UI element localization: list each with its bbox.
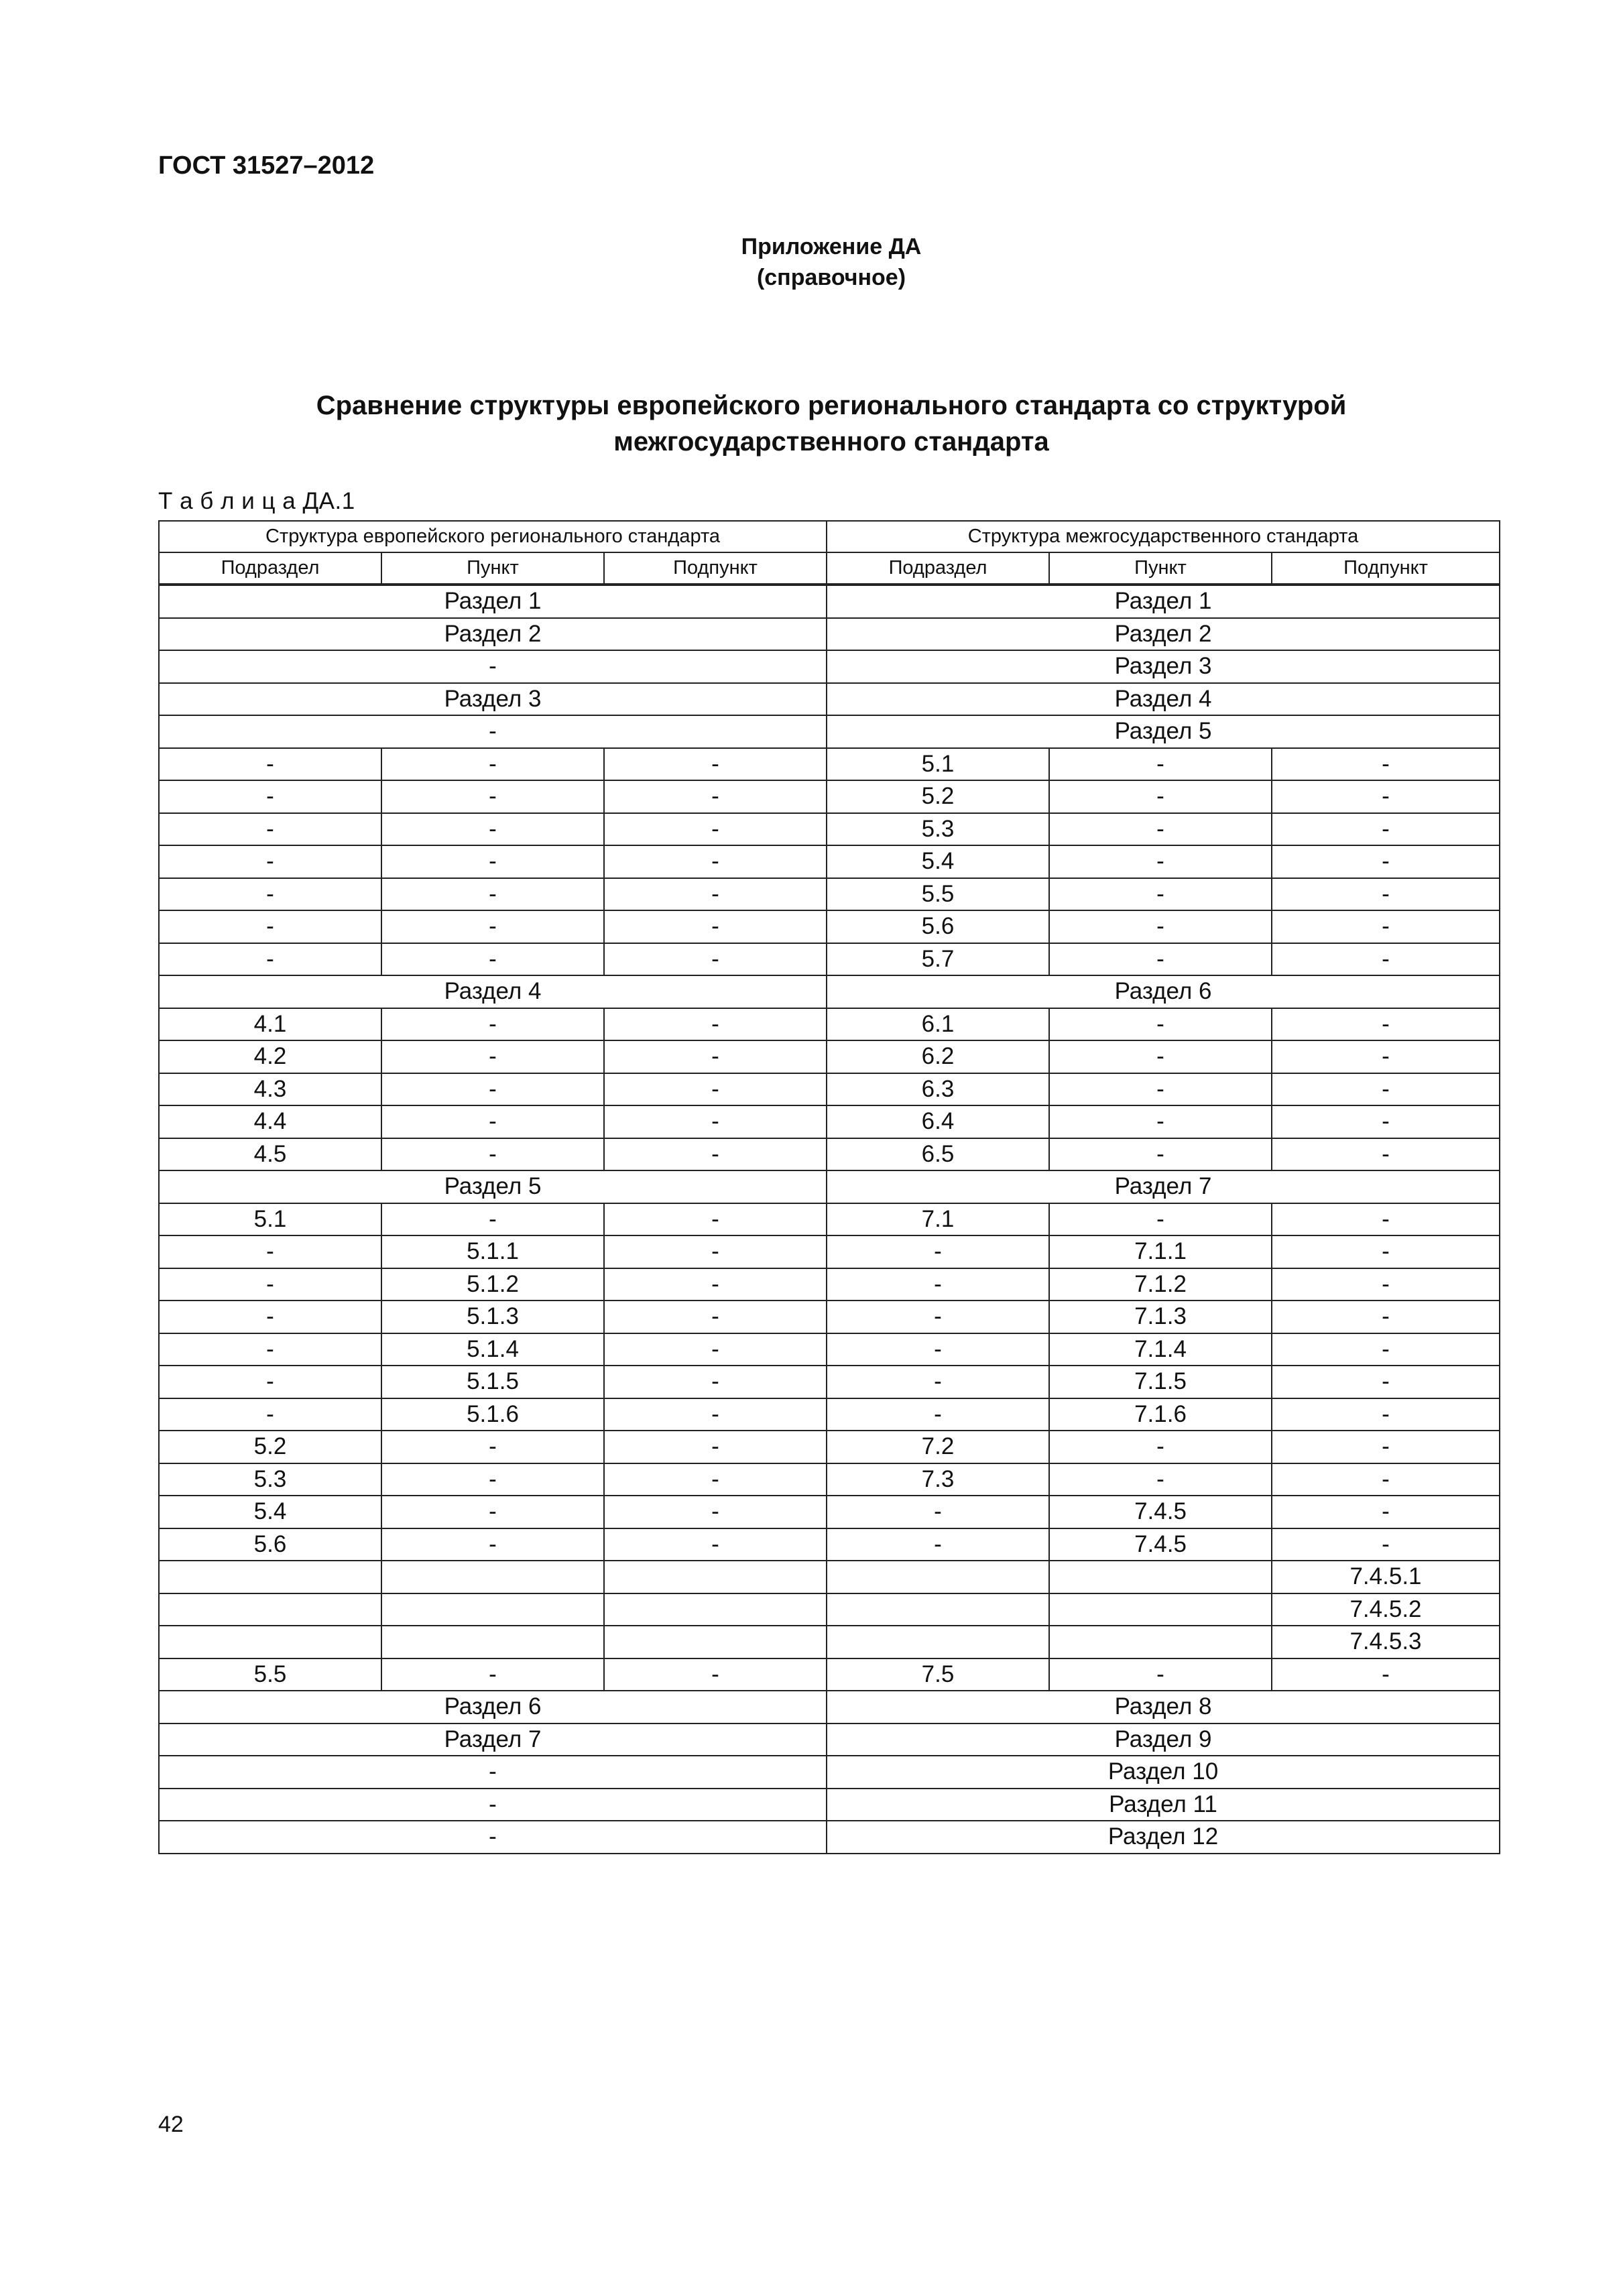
table-cell: - — [381, 780, 604, 813]
table-cell: - — [1049, 845, 1272, 878]
table-cell: - — [604, 1040, 827, 1073]
table-cell — [159, 1561, 381, 1593]
table-cell: - — [604, 1301, 827, 1333]
table-cell: 7.5 — [827, 1658, 1049, 1691]
table-cell: - — [1272, 748, 1500, 781]
table-cell: 7.1 — [827, 1203, 1049, 1236]
table-row — [159, 1561, 1500, 1593]
table-cell: - — [1272, 845, 1500, 878]
table-cell: - — [1049, 1138, 1272, 1171]
table-row — [159, 1366, 1500, 1398]
table-cell: - — [1272, 1463, 1500, 1496]
table-cell: 5.4 — [159, 1496, 381, 1528]
table-cell: 6.1 — [827, 1008, 1049, 1041]
table-cell: - — [159, 878, 381, 911]
section-cell-interstate: Раздел 10 — [827, 1756, 1500, 1789]
table-cell: - — [1272, 1008, 1500, 1041]
table-cell: 5.7 — [827, 943, 1049, 976]
table-row — [159, 1821, 1500, 1854]
table-row — [159, 910, 1500, 943]
table-cell: - — [604, 1333, 827, 1366]
header-col-subsection: Подраздел — [159, 552, 381, 585]
table-row — [159, 878, 1500, 911]
table-cell — [1049, 1561, 1272, 1593]
table-cell: - — [1272, 1235, 1500, 1268]
table-cell: - — [604, 813, 827, 846]
table-cell: 6.2 — [827, 1040, 1049, 1073]
section-cell-european: Раздел 7 — [159, 1724, 827, 1756]
section-cell-interstate: Раздел 3 — [827, 650, 1500, 683]
table-header — [159, 521, 1500, 585]
table-row — [159, 1496, 1500, 1528]
table-cell: 5.1.6 — [381, 1398, 604, 1431]
table-cell: - — [159, 910, 381, 943]
table-row — [159, 1691, 1500, 1724]
table-cell: 5.2 — [827, 780, 1049, 813]
table-cell: - — [1049, 1431, 1272, 1463]
table-cell: 5.3 — [827, 813, 1049, 846]
table-row — [159, 943, 1500, 976]
table-cell: - — [604, 1203, 827, 1236]
table-cell: - — [1272, 1138, 1500, 1171]
table-cell: - — [604, 1138, 827, 1171]
table-cell: - — [827, 1268, 1049, 1301]
section-cell-interstate: Раздел 8 — [827, 1691, 1500, 1724]
table-cell: 5.1 — [827, 748, 1049, 781]
table-cell: - — [827, 1301, 1049, 1333]
table-cell — [159, 1593, 381, 1626]
table-cell: - — [1049, 878, 1272, 911]
table-cell: - — [381, 1203, 604, 1236]
section-cell-interstate: Раздел 12 — [827, 1821, 1500, 1854]
header-col-subsection: Подраздел — [827, 552, 1049, 585]
table-cell: - — [827, 1496, 1049, 1528]
table-cell: 6.3 — [827, 1073, 1049, 1106]
heading-line-2: межгосударственного стандарта — [613, 427, 1049, 457]
heading-line-1: Сравнение структуры европейского регионального стандарта со структурой — [316, 391, 1347, 420]
table-cell: 7.1.3 — [1049, 1301, 1272, 1333]
section-heading — [0, 387, 1623, 460]
table-cell: - — [381, 1528, 604, 1561]
section-cell-european: - — [159, 650, 827, 683]
table-cell: 5.1.1 — [381, 1235, 604, 1268]
section-cell-european: Раздел 4 — [159, 975, 827, 1008]
table-cell: 7.1.1 — [1049, 1235, 1272, 1268]
table-cell: - — [827, 1366, 1049, 1398]
table-row — [159, 1268, 1500, 1301]
table-row — [159, 1593, 1500, 1626]
table-cell: - — [1272, 1268, 1500, 1301]
table-cell: - — [159, 1301, 381, 1333]
table-cell — [159, 1626, 381, 1658]
table-cell — [827, 1561, 1049, 1593]
section-cell-european: Раздел 5 — [159, 1170, 827, 1203]
table-cell: - — [604, 1398, 827, 1431]
table-cell: - — [381, 910, 604, 943]
table-cell: - — [1049, 1008, 1272, 1041]
table-cell: 5.5 — [159, 1658, 381, 1691]
table-cell — [604, 1593, 827, 1626]
table-cell: 6.4 — [827, 1105, 1049, 1138]
table-cell: - — [1272, 1105, 1500, 1138]
appendix-type: (справочное) — [756, 265, 906, 290]
table-cell: - — [1049, 910, 1272, 943]
table-cell: - — [1272, 813, 1500, 846]
table-row — [159, 975, 1500, 1008]
table-cell — [381, 1593, 604, 1626]
table-cell: 7.1.6 — [1049, 1398, 1272, 1431]
table-body — [159, 585, 1500, 1854]
table-cell: 5.1.5 — [381, 1366, 604, 1398]
table-cell: - — [159, 845, 381, 878]
table-cell: - — [1272, 1528, 1500, 1561]
table-row — [159, 1203, 1500, 1236]
section-cell-european: - — [159, 1821, 827, 1854]
table-cell: - — [1049, 748, 1272, 781]
table-cell: 5.1 — [159, 1203, 381, 1236]
table-cell: - — [1272, 1040, 1500, 1073]
table-cell: 5.1.2 — [381, 1268, 604, 1301]
table-cell: 7.3 — [827, 1463, 1049, 1496]
header-column-row — [159, 552, 1500, 585]
appendix-name: Приложение ДА — [741, 234, 922, 259]
table-cell: - — [381, 1105, 604, 1138]
header-col-subclause: Подпункт — [604, 552, 827, 585]
section-cell-european: - — [159, 1789, 827, 1821]
table-row — [159, 1301, 1500, 1333]
table-row — [159, 1333, 1500, 1366]
header-col-clause: Пункт — [381, 552, 604, 585]
section-cell-interstate: Раздел 11 — [827, 1789, 1500, 1821]
document-code: ГОСТ 31527–2012 — [158, 152, 375, 180]
table-cell: 7.4.5.3 — [1272, 1626, 1500, 1658]
table-row — [159, 1431, 1500, 1463]
table-cell: - — [1272, 1658, 1500, 1691]
table-cell: 4.1 — [159, 1008, 381, 1041]
header-group-european: Структура европейского регионального стандарта — [159, 521, 827, 552]
table-cell: 5.6 — [827, 910, 1049, 943]
table-cell: - — [381, 878, 604, 911]
table-cell: - — [1272, 1398, 1500, 1431]
table-row — [159, 1463, 1500, 1496]
header-group-row — [159, 521, 1500, 552]
table-cell: - — [1272, 878, 1500, 911]
table-cell: - — [381, 1658, 604, 1691]
table-cell: - — [604, 1431, 827, 1463]
table-row — [159, 1105, 1500, 1138]
table-cell: - — [381, 1431, 604, 1463]
table-row — [159, 1724, 1500, 1756]
table-cell: - — [159, 1235, 381, 1268]
table-cell: 5.1.4 — [381, 1333, 604, 1366]
table-cell: - — [604, 748, 827, 781]
table-cell: - — [159, 780, 381, 813]
table-cell: - — [604, 1105, 827, 1138]
table-cell: - — [381, 1463, 604, 1496]
table-cell: - — [604, 1528, 827, 1561]
table-row — [159, 1170, 1500, 1203]
appendix-title — [0, 231, 1623, 293]
table-cell: - — [159, 813, 381, 846]
table-row — [159, 1789, 1500, 1821]
table-cell — [604, 1626, 827, 1658]
table-cell: 5.5 — [827, 878, 1049, 911]
table-row — [159, 1528, 1500, 1561]
table-cell: 7.1.4 — [1049, 1333, 1272, 1366]
table-cell: - — [604, 1268, 827, 1301]
table-cell: - — [159, 1333, 381, 1366]
table-cell: 4.4 — [159, 1105, 381, 1138]
table-row — [159, 1626, 1500, 1658]
table-cell: - — [604, 1463, 827, 1496]
table-row — [159, 748, 1500, 781]
table-cell — [604, 1561, 827, 1593]
table-cell: 7.4.5 — [1049, 1496, 1272, 1528]
header-col-subclause: Подпункт — [1272, 552, 1500, 585]
table-cell: 5.6 — [159, 1528, 381, 1561]
table-cell: 7.4.5 — [1049, 1528, 1272, 1561]
table-cell: 7.1.2 — [1049, 1268, 1272, 1301]
table-cell: - — [827, 1333, 1049, 1366]
table-cell — [1049, 1626, 1272, 1658]
table-cell: 5.4 — [827, 845, 1049, 878]
table-cell — [827, 1593, 1049, 1626]
table-cell: - — [381, 1073, 604, 1106]
table-cell: - — [604, 910, 827, 943]
table-row — [159, 1756, 1500, 1789]
table-cell — [1049, 1593, 1272, 1626]
table-cell: - — [381, 1008, 604, 1041]
table-cell: - — [1272, 1431, 1500, 1463]
table-cell: - — [1049, 1105, 1272, 1138]
table-cell: 4.3 — [159, 1073, 381, 1106]
section-cell-interstate: Раздел 1 — [827, 585, 1500, 618]
table-cell: - — [1272, 1073, 1500, 1106]
section-cell-european: - — [159, 715, 827, 748]
table-cell: - — [381, 748, 604, 781]
comparison-table — [158, 520, 1500, 1854]
table-cell: - — [1272, 1203, 1500, 1236]
table-cell — [827, 1626, 1049, 1658]
table-cell: - — [604, 1658, 827, 1691]
page-number: 42 — [158, 2112, 184, 2137]
table-cell: - — [604, 1235, 827, 1268]
table-cell: 7.1.5 — [1049, 1366, 1272, 1398]
table-row — [159, 1235, 1500, 1268]
table-cell: - — [1272, 1301, 1500, 1333]
table-row — [159, 813, 1500, 846]
table-cell: 7.2 — [827, 1431, 1049, 1463]
section-cell-european: Раздел 2 — [159, 618, 827, 651]
section-cell-interstate: Раздел 2 — [827, 618, 1500, 651]
table-cell: 7.4.5.1 — [1272, 1561, 1500, 1593]
section-cell-european: Раздел 6 — [159, 1691, 827, 1724]
header-group-interstate: Структура межгосударственного стандарта — [827, 521, 1500, 552]
section-cell-interstate: Раздел 6 — [827, 975, 1500, 1008]
table-cell: - — [159, 1366, 381, 1398]
table-cell: - — [381, 845, 604, 878]
table-cell: - — [604, 1073, 827, 1106]
table-row — [159, 1398, 1500, 1431]
table-cell: - — [1049, 1463, 1272, 1496]
table-cell: - — [159, 1398, 381, 1431]
table-row — [159, 618, 1500, 651]
section-cell-european: Раздел 3 — [159, 683, 827, 716]
table-row — [159, 1008, 1500, 1041]
table-cell: - — [604, 1366, 827, 1398]
table-cell: - — [827, 1398, 1049, 1431]
table-cell: - — [604, 1496, 827, 1528]
section-cell-european: - — [159, 1756, 827, 1789]
table-cell: - — [1049, 1073, 1272, 1106]
table-cell: - — [604, 943, 827, 976]
table-cell: - — [381, 813, 604, 846]
table-cell: - — [1049, 1203, 1272, 1236]
table-cell: - — [1272, 780, 1500, 813]
table-cell: - — [1049, 943, 1272, 976]
section-cell-interstate: Раздел 7 — [827, 1170, 1500, 1203]
table-cell — [381, 1561, 604, 1593]
table-cell: - — [1272, 910, 1500, 943]
table-cell: - — [604, 780, 827, 813]
table-cell: 5.2 — [159, 1431, 381, 1463]
table-row — [159, 683, 1500, 716]
table-cell: - — [381, 1496, 604, 1528]
table-cell: - — [159, 943, 381, 976]
table-cell: - — [1049, 813, 1272, 846]
table-cell: 6.5 — [827, 1138, 1049, 1171]
table-cell: - — [604, 1008, 827, 1041]
table-cell: - — [381, 1040, 604, 1073]
header-col-clause: Пункт — [1049, 552, 1272, 585]
table-cell: 5.3 — [159, 1463, 381, 1496]
table-cell: - — [827, 1235, 1049, 1268]
table-cell: 7.4.5.2 — [1272, 1593, 1500, 1626]
table-cell — [381, 1626, 604, 1658]
table-cell: - — [1049, 1658, 1272, 1691]
table-cell: 4.5 — [159, 1138, 381, 1171]
table-row — [159, 780, 1500, 813]
table-row — [159, 1073, 1500, 1106]
table-cell: - — [1272, 943, 1500, 976]
table-label: Т а б л и ц а ДА.1 — [158, 488, 355, 514]
table-cell: - — [1272, 1366, 1500, 1398]
table-row — [159, 585, 1500, 618]
table-row — [159, 1138, 1500, 1171]
table-row — [159, 715, 1500, 748]
table-cell: - — [604, 845, 827, 878]
section-cell-interstate: Раздел 5 — [827, 715, 1500, 748]
table-row — [159, 845, 1500, 878]
table-row — [159, 1040, 1500, 1073]
table-row — [159, 650, 1500, 683]
table-cell: - — [1272, 1333, 1500, 1366]
table-cell: - — [381, 943, 604, 976]
section-cell-interstate: Раздел 9 — [827, 1724, 1500, 1756]
table-cell: - — [604, 878, 827, 911]
table-cell: 5.1.3 — [381, 1301, 604, 1333]
table-cell: - — [827, 1528, 1049, 1561]
section-cell-european: Раздел 1 — [159, 585, 827, 618]
table-cell: 4.2 — [159, 1040, 381, 1073]
table-cell: - — [1049, 1040, 1272, 1073]
table-cell: - — [1272, 1496, 1500, 1528]
table-cell: - — [159, 1268, 381, 1301]
table-cell: - — [159, 748, 381, 781]
table-cell: - — [381, 1138, 604, 1171]
table-cell: - — [1049, 780, 1272, 813]
table-row — [159, 1658, 1500, 1691]
section-cell-interstate: Раздел 4 — [827, 683, 1500, 716]
